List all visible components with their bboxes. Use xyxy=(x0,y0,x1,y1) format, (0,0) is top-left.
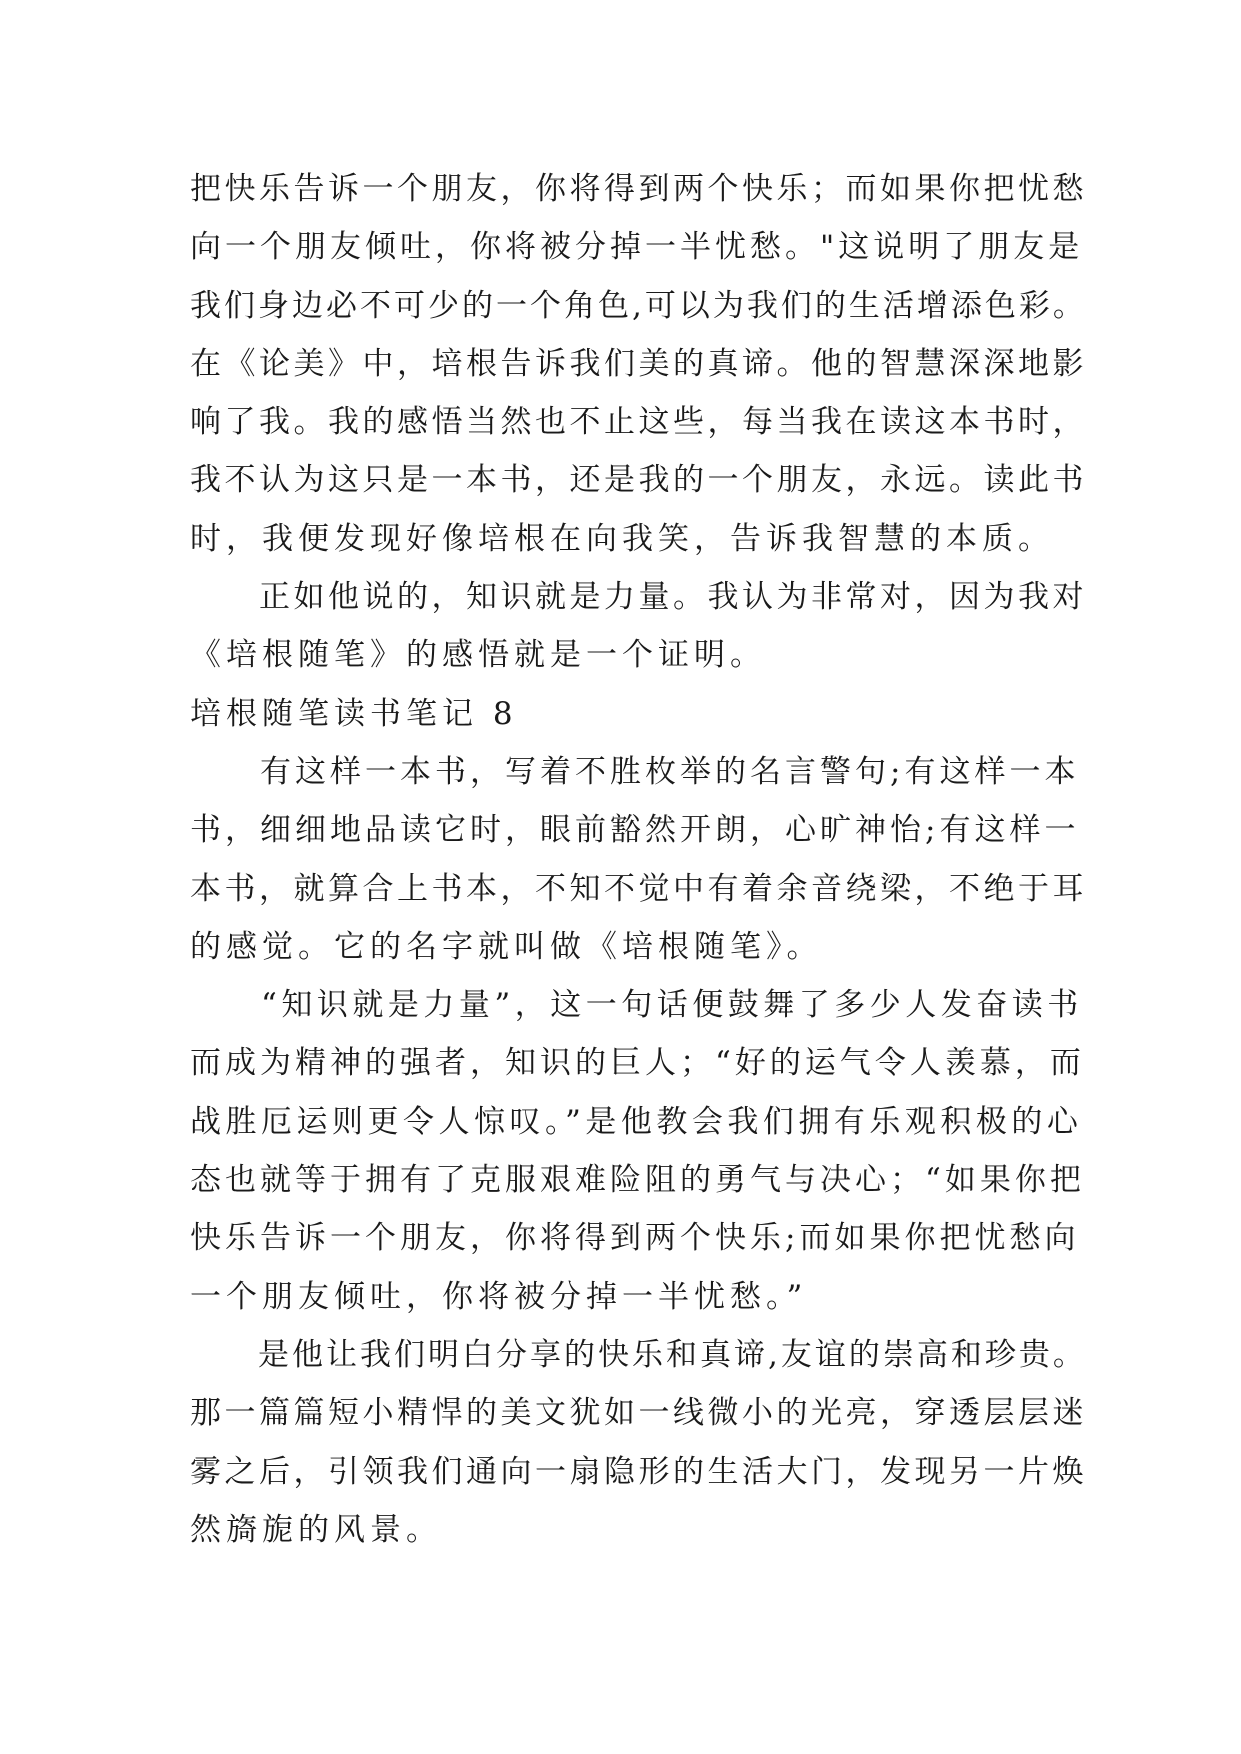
text-line: 是他让我们明白分享的快乐和真谛,友谊的崇高和珍贵。 xyxy=(190,1336,1087,1373)
text-line: 有这样一本书，写着不胜枚举的名言警句;有这样一本 xyxy=(190,753,1080,790)
text-line: 态也就等于拥有了克服艰难险阻的勇气与决心；“如果你把 xyxy=(190,1162,1085,1199)
text-line: 向一个朋友倾吐，你将被分掉一半忧愁。"这说明了朋友是 xyxy=(190,229,1084,266)
text-line: 的感觉。它的名字就叫做《培根随笔》。 xyxy=(190,928,823,965)
text-line: 时，我便发现好像培根在向我笑，告诉我智慧的本质。 xyxy=(190,520,1054,557)
text-line: 正如他说的，知识就是力量。我认为非常对，因为我对 xyxy=(190,579,1087,616)
text-line: 在《论美》中，培根告诉我们美的真谛。他的智慧深深地影 xyxy=(190,345,1087,382)
text-line: 一个朋友倾吐，你将被分掉一半忧愁。” xyxy=(190,1278,808,1315)
text-line: 然旖旎的风景。 xyxy=(190,1511,442,1548)
text-line: 本书，就算合上书本，不知不觉中有着余音绕梁，不绝于耳 xyxy=(190,870,1087,907)
text-line: 而成为精神的强者，知识的巨人；“好的运气令人羡慕，而 xyxy=(190,1045,1085,1082)
text-line: 书，细细地品读它时，眼前豁然开朗，心旷神怡;有这样一 xyxy=(190,812,1080,849)
text-line: “知识就是力量”，这一句话便鼓舞了多少人发奋读书 xyxy=(190,987,1083,1024)
text-line: 把快乐告诉一个朋友，你将得到两个快乐；而如果你把忧愁 xyxy=(190,171,1087,207)
text-line: 那一篇篇短小精悍的美文犹如一线微小的光亮，穿透层层迷 xyxy=(190,1395,1087,1432)
document-body xyxy=(190,160,1090,1559)
text-line: 雾之后，引领我们通向一扇隐形的生活大门，发现另一片焕 xyxy=(190,1453,1087,1490)
text-line: 响了我。我的感悟当然也不止这些，每当我在读这本书时， xyxy=(190,404,1087,441)
text-line: 我们身边必不可少的一个角色,可以为我们的生活增添色彩。 xyxy=(190,287,1087,324)
text-line: 快乐告诉一个朋友，你将得到两个快乐;而如果你把忧愁向 xyxy=(190,1220,1080,1257)
section-heading: 培根随笔读书笔记 8 xyxy=(190,695,518,732)
text-line: 我不认为这只是一本书，还是我的一个朋友，永远。读此书 xyxy=(190,462,1087,499)
text-line: 战胜厄运则更令人惊叹。”是他教会我们拥有乐观积极的心 xyxy=(190,1103,1083,1140)
text-line: 《培根随笔》的感悟就是一个证明。 xyxy=(190,637,766,674)
